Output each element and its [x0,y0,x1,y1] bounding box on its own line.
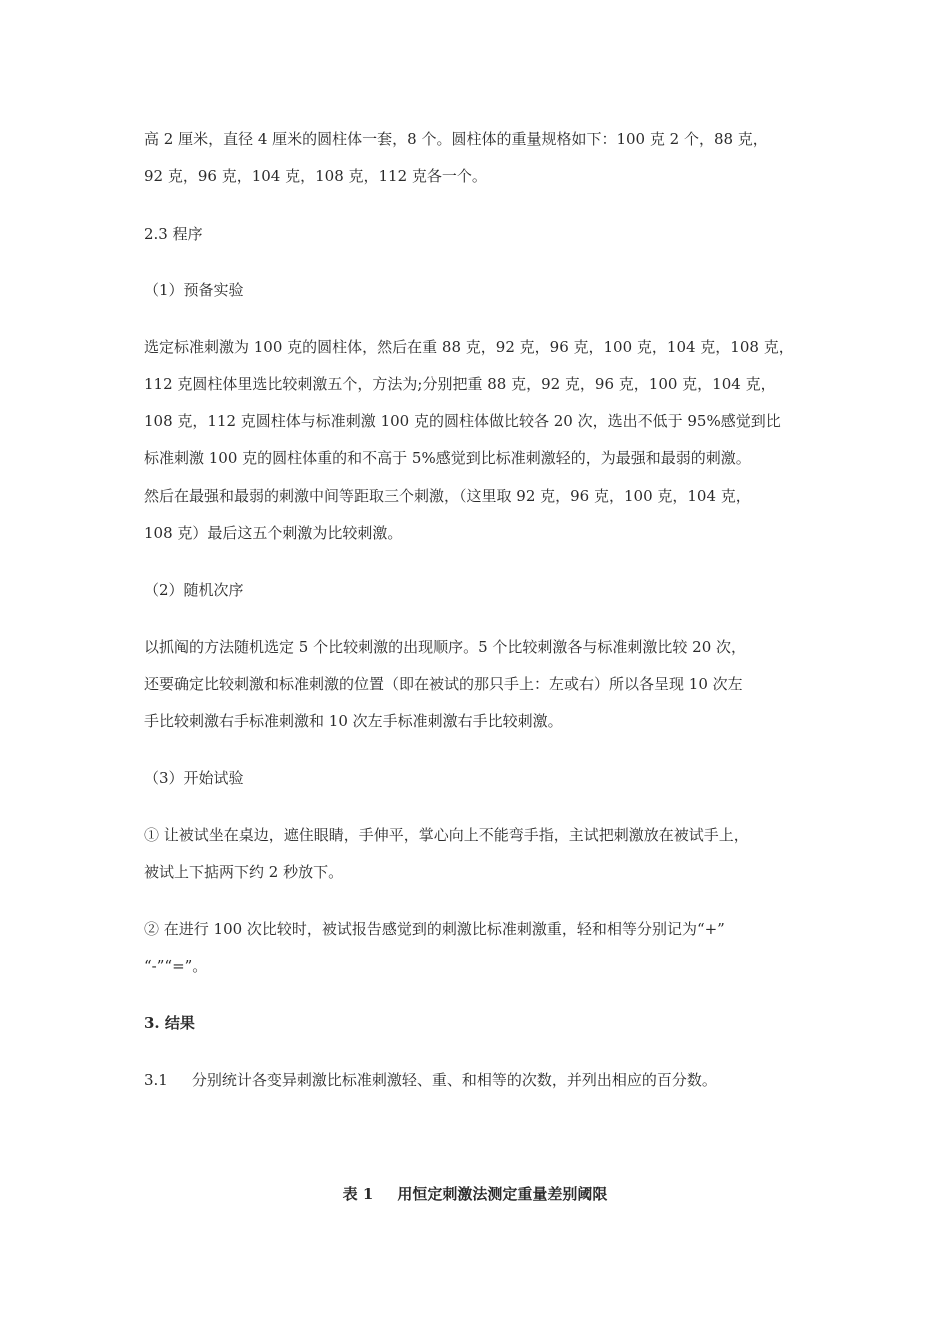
step-2-line-1: 以抓阄的方法随机选定 5 个比较刺激的出现顺序。5 个比较刺激各与标准刺激比较 20 次， [144,638,747,656]
step-2-heading: （2）随机次序 [144,581,244,599]
results-item-text: 分别统计各变异刺激比标准刺激轻、重、和相等的次数，并列出相应的百分数。 [191,1071,717,1089]
step-2-line-3: 手比较刺激右手标准刺激和 10 次左手标准刺激右手比较刺激。 [144,712,563,730]
table-caption [0,1184,950,1204]
table-caption-label: 表 1 [342,1185,374,1203]
step-3-item-2-line-2: “-”“=”。 [144,957,208,975]
step-1-line-6: 108 克）最后这五个刺激为比较刺激。 [144,524,403,542]
results-item-number: 3.1 [144,1071,168,1089]
step-1-line-1: 选定标准刺激为 100 克的圆柱体，然后在重 88 克，92 克，96 克，100 克，104 克，108 克， [144,338,794,356]
materials-line-1: 高 2 厘米，直径 4 厘米的圆柱体一套，8 个。圆柱体的重量规格如下：100 克 2 个，88 克， [144,130,768,148]
step-1-line-4: 标准刺激 100 克的圆柱体重的和不高于 5%感觉到比标准刺激轻的，为最强和最弱的刺激。 [144,449,751,467]
step-3-heading: （3）开始试验 [144,769,244,787]
results-heading: 3. 结果 [144,1014,195,1032]
table-caption-title: 用恒定刺激法测定重量差别阈限 [397,1185,608,1203]
section-heading-procedure: 2.3 程序 [144,225,203,243]
results-item-3-1 [144,1070,717,1090]
step-3-item-1-line-1: ① 让被试坐在桌边，遮住眼睛，手伸平，掌心向上不能弯手指，主试把刺激放在被试手上， [144,826,749,844]
step-3-item-1-line-2: 被试上下掂两下约 2 秒放下。 [144,863,344,881]
step-3-item-2-line-1: ② 在进行 100 次比较时，被试报告感觉到的刺激比标准刺激重，轻和相等分别记为“+” [144,920,725,938]
step-2-line-2: 还要确定比较刺激和标准刺激的位置（即在被试的那只手上：左或右）所以各呈现 10 次左 [144,675,743,693]
step-1-heading: （1）预备实验 [144,281,244,299]
materials-line-2: 92 克，96 克，104 克，108 克，112 克各一个。 [144,167,487,185]
step-1-line-3: 108 克，112 克圆柱体与标准刺激 100 克的圆柱体做比较各 20 次，选出不低于 95%感觉到比 [144,412,781,430]
step-1-line-2: 112 克圆柱体里选比较刺激五个，方法为;分别把重 88 克，92 克，96 克，100 克，104 克， [144,375,776,393]
step-1-line-5: 然后在最强和最弱的刺激中间等距取三个刺激，（这里取 92 克，96 克，100 克，104 克， [144,487,751,505]
